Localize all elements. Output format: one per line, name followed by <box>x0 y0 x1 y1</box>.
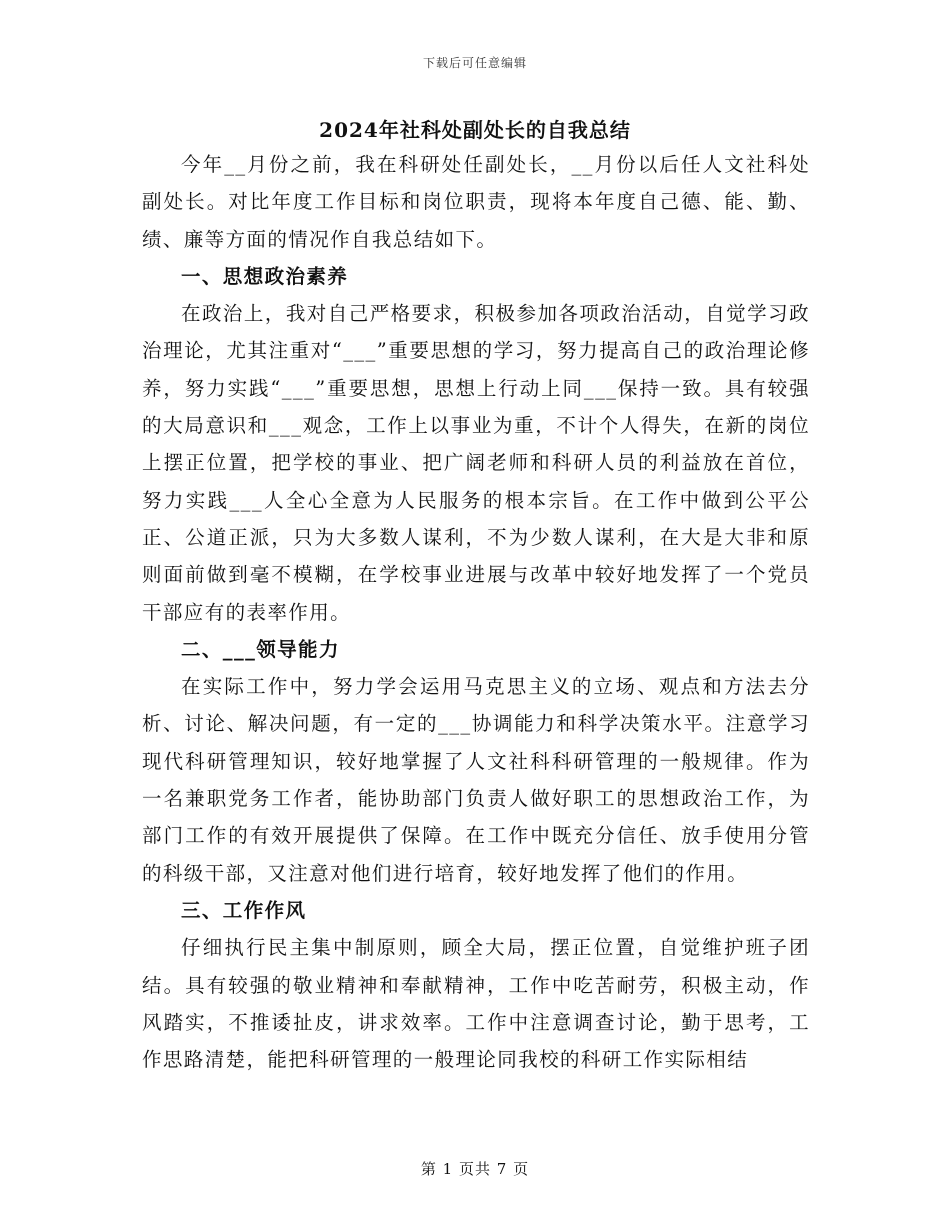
section-3-paragraph: 仔细执行民主集中制原则，顾全大局，摆正位置，自觉维护班子团结。具有较强的敬业精神和奉献精神，工作中吃苦耐劳，积极主动，作风踏实，不推诿扯皮，讲求效率。工作中注意调查讨论，勤于思考，工作思路清楚，能把科研管理的一般理论同我校的科研工作实际相结 <box>142 936 810 1072</box>
section-2-paragraph: 在实际工作中，努力学会运用马克思主义的立场、观点和方法去分析、讨论、解决问题，有一定的___协调能力和科学决策水平。注意学习现代科研管理知识，较好地掌握了人文社科科研管理的一般规律。作为一名兼职党务工作者，能协助部门负责人做好职工的思想政治工作，为部门工作的有效开展提供了保障。在工作中既充分信任、放手使用分管的科级干部，又注意对他们进行培育，较好地发挥了他们的作用。 <box>142 675 810 885</box>
intro-paragraph: 今年__月份之前，我在科研处任副处长，__月份以后任人文社科处副处长。对比年度工作目标和岗位职责，现将本年度自己德、能、勤、绩、廉等方面的情况作自我总结如下。 <box>142 153 810 251</box>
document-body <box>142 146 810 1078</box>
section-heading-1: 一、思想政治素养 <box>181 264 349 288</box>
section-1-paragraph: 在政治上，我对自己严格要求，积极参加各项政治活动，自觉学习政治理论，尤其注重对“___”重要思想的学习，努力提高自己的政治理论修养，努力实践“___”重要思想，思想上行动上同___保持一致。具有较强的大局意识和___观念，工作上以事业为重，不计个人得失，在新的岗位上摆正位置，把学校的事业、把广阔老师和科研人员的利益放在首位，努力实践___人全心全意为人民服务的根本宗旨。在工作中做到公平公正、公道正派，只为大多数人谋利，不为少数人谋利，在大是大非和原则面前做到毫不模糊，在学校事业进展与改革中较好地发挥了一个党员干部应有的表率作用。 <box>142 302 810 624</box>
section-heading-2: 二、___领导能力 <box>181 637 340 661</box>
page-footer: 第 1 页共 7 页 <box>420 1160 530 1178</box>
header-note: 下载后可任意编辑 <box>422 56 527 70</box>
document-title: 2024年社科处副处长的自我总结 <box>319 118 631 142</box>
section-heading-3: 三、工作作风 <box>181 898 307 922</box>
